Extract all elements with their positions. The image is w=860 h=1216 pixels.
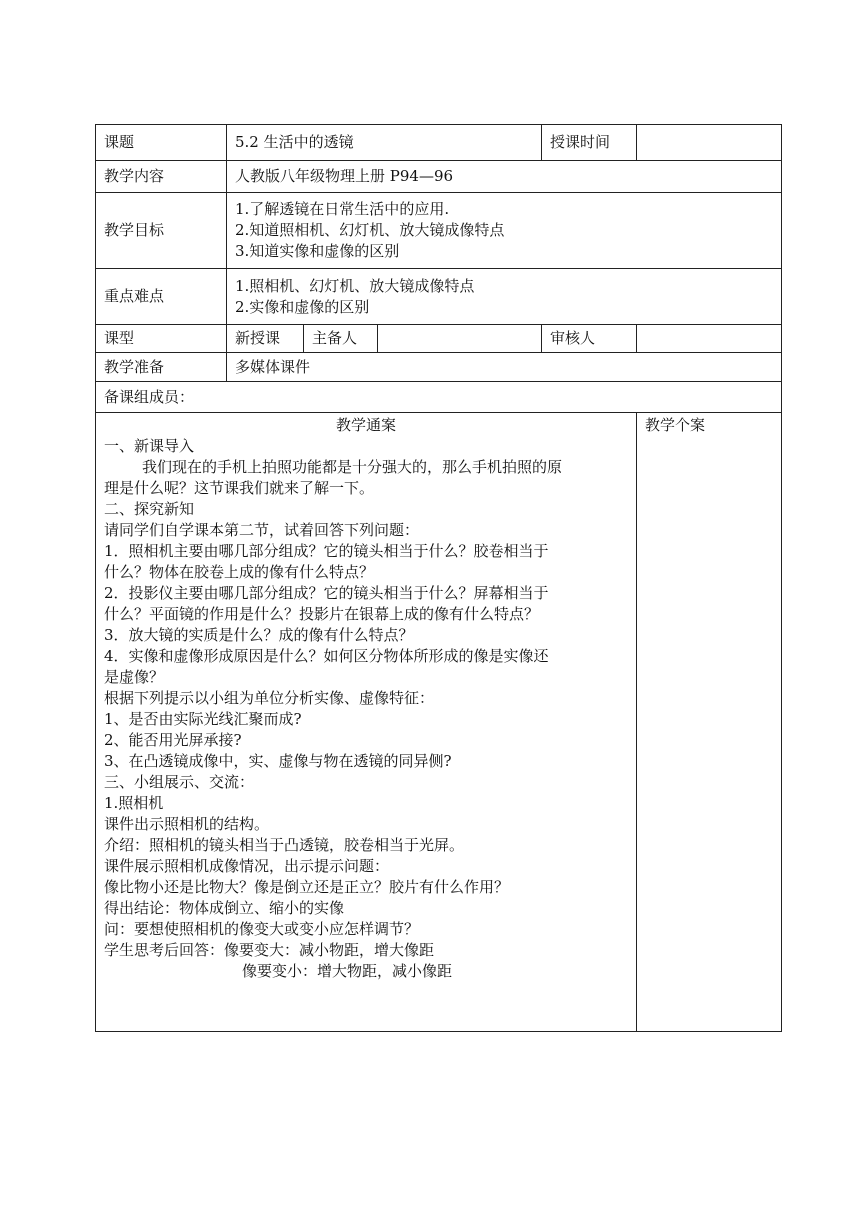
members-label: 备课组成员：: [96, 382, 782, 413]
paragraph-line: 学生思考后回答：像要变大：减小物距，增大像距: [104, 941, 435, 959]
key-point-item: 2.实像和虚像的区别: [235, 297, 370, 316]
hint-line: 3、在凸透镜成像中，实、虚像与物在透镜的同异侧?: [104, 752, 452, 770]
row-goals: [96, 193, 782, 269]
row-body: [96, 413, 782, 1032]
content-value: 人教版八年级物理上册 P94—96: [227, 161, 782, 193]
row-members: [96, 382, 782, 413]
paragraph-line: 我们现在的手机上拍照功能都是十分强大的，那么手机拍照的原: [142, 458, 563, 476]
row-type: [96, 325, 782, 353]
topic-value: 5.2 生活中的透镜: [227, 125, 542, 161]
paragraph-line: 介绍：照相机的镜头相当于凸透镜，胶卷相当于光屏。: [104, 836, 465, 854]
question-line: 什么？物体在胶卷上成的像有什么特点？: [104, 563, 375, 581]
goals-list: [227, 193, 782, 269]
type-label: 课型: [96, 325, 227, 353]
key-points-list: [227, 269, 782, 325]
question-line: 3．放大镜的实质是什么？成的像有什么特点？: [104, 626, 414, 644]
reviewer-value: [637, 325, 782, 353]
general-plan-cell: [96, 413, 637, 1032]
question-line: 4．实像和虚像形成原因是什么？如何区分物体所形成的像是实像还: [104, 647, 549, 665]
paragraph-line: 课件展示照相机成像情况，出示提示问题：: [104, 857, 390, 875]
preparer-label: 主备人: [304, 325, 378, 353]
hint-line: 2、能否用光屏承接?: [104, 731, 242, 749]
paragraph-line: 请同学们自学课本第二节，试着回答下列问题：: [104, 521, 420, 539]
row-prep: [96, 353, 782, 382]
prep-value: 多媒体课件: [227, 353, 782, 382]
topic-label: 课题: [96, 125, 227, 161]
lesson-plan-document: [95, 124, 781, 1032]
paragraph-line: 根据下列提示以小组为单位分析实像、虚像特征：: [104, 689, 435, 707]
row-key-points: [96, 269, 782, 325]
individual-plan-cell: [637, 413, 782, 1032]
goal-item: 3.知道实像和虚像的区别: [235, 242, 400, 260]
paragraph-line: 得出结论：物体成倒立、缩小的实像: [104, 899, 345, 917]
lesson-plan-table: [95, 124, 782, 1032]
individual-plan-title: 教学个案: [645, 416, 706, 434]
prep-label: 教学准备: [96, 353, 227, 382]
goal-item: 2.知道照相机、幻灯机、放大镜成像特点: [235, 221, 505, 239]
question-line: 是虚像？: [104, 668, 165, 686]
paragraph-line: 像比物小还是比物大？像是倒立还是正立？胶片有什么作用？: [104, 878, 510, 896]
reviewer-label: 审核人: [542, 325, 637, 353]
section-heading: 二、探究新知: [104, 500, 195, 518]
question-line: 什么？平面镜的作用是什么？投影片在银幕上成的像有什么特点？: [104, 605, 540, 623]
key-label: 重点难点: [96, 269, 227, 325]
row-content: [96, 161, 782, 193]
content-label: 教学内容: [96, 161, 227, 193]
hint-line: 1、是否由实际光线汇聚而成?: [104, 710, 302, 728]
row-topic: [96, 125, 782, 161]
time-label: 授课时间: [542, 125, 637, 161]
paragraph-line: 像要变小：增大物距，减小像距: [242, 962, 453, 980]
paragraph-line: 理是什么呢？这节课我们就来了解一下。: [104, 479, 375, 497]
question-line: 2．投影仪主要由哪几部分组成？它的镜头相当于什么？屏幕相当于: [104, 584, 549, 602]
subsection-heading: 1.照相机: [104, 794, 164, 812]
question-line: 1．照相机主要由哪几部分组成？它的镜头相当于什么？胶卷相当于: [104, 542, 549, 560]
type-value: 新授课: [227, 325, 304, 353]
paragraph-line: 课件出示照相机的结构。: [104, 815, 270, 833]
general-plan-title: 教学通案: [336, 416, 397, 434]
section-heading: 三、小组展示、交流：: [104, 773, 255, 791]
goal-item: 1.了解透镜在日常生活中的应用.: [235, 200, 450, 218]
key-point-item: 1.照相机、幻灯机、放大镜成像特点: [235, 276, 475, 295]
preparer-value: [378, 325, 542, 353]
goals-label: 教学目标: [96, 193, 227, 269]
paragraph-line: 问：要想使照相机的像变大或变小应怎样调节？: [104, 920, 420, 938]
time-value: [637, 125, 782, 161]
section-heading: 一、新课导入: [104, 437, 195, 455]
